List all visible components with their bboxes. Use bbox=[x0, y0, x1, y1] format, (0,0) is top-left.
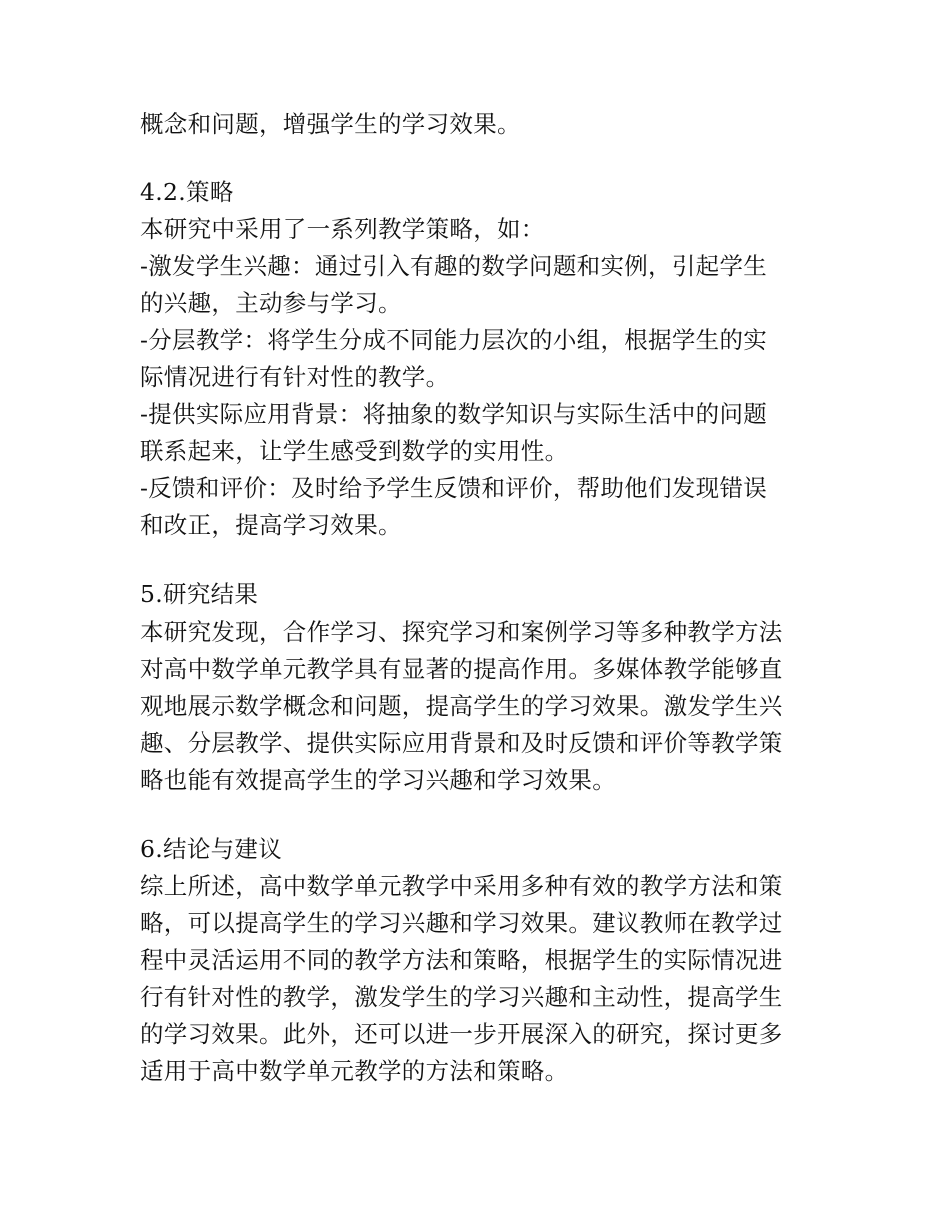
section-heading: 6.结论与建议 bbox=[140, 835, 283, 863]
paragraph-line: 本研究发现，合作学习、探究学习和案例学习等多种教学方法 bbox=[140, 618, 783, 646]
list-item-line: -反馈和评价：及时给予学生反馈和评价，帮助他们发现错误 bbox=[140, 474, 768, 502]
paragraph-line: 适用于高中数学单元教学的方法和策略。 bbox=[140, 1057, 569, 1085]
paragraph-line: 趣、分层教学、提供实际应用背景和及时反馈和评价等教学策 bbox=[140, 729, 783, 757]
section-heading: 4.2.策略 bbox=[140, 178, 234, 206]
paragraph-line: 概念和问题，增强学生的学习效果。 bbox=[140, 110, 521, 138]
paragraph-line: 对高中数学单元教学具有显著的提高作用。多媒体教学能够直 bbox=[140, 655, 783, 683]
section-heading: 5.研究结果 bbox=[140, 580, 259, 608]
paragraph-line: 程中灵活运用不同的教学方法和策略，根据学生的实际情况进 bbox=[140, 946, 783, 974]
list-item-line: 和改正，提高学习效果。 bbox=[140, 511, 402, 539]
paragraph-line: 观地展示数学概念和问题，提高学生的学习效果。激发学生兴 bbox=[140, 692, 783, 720]
paragraph-line: 略，可以提高学生的学习兴趣和学习效果。建议教师在教学过 bbox=[140, 909, 783, 937]
paragraph-line: 略也能有效提高学生的学习兴趣和学习效果。 bbox=[140, 766, 616, 794]
list-item-line: -提供实际应用背景：将抽象的数学知识与实际生活中的问题 bbox=[140, 400, 768, 428]
paragraph-line: 的学习效果。此外，还可以进一步开展深入的研究，探讨更多 bbox=[140, 1020, 783, 1048]
paragraph-line: 本研究中采用了一系列教学策略，如： bbox=[140, 215, 545, 243]
list-item-line: 际情况进行有针对性的教学。 bbox=[140, 363, 450, 391]
list-item-line: -分层教学：将学生分成不同能力层次的小组，根据学生的实 bbox=[140, 326, 768, 354]
list-item-line: -激发学生兴趣：通过引入有趣的数学问题和实例，引起学生 bbox=[140, 252, 768, 280]
paragraph-line: 行有针对性的教学，激发学生的学习兴趣和主动性，提高学生 bbox=[140, 983, 783, 1011]
list-item-line: 联系起来，让学生感受到数学的实用性。 bbox=[140, 437, 569, 465]
paragraph-line: 综上所述，高中数学单元教学中采用多种有效的教学方法和策 bbox=[140, 872, 783, 900]
list-item-line: 的兴趣，主动参与学习。 bbox=[140, 289, 402, 317]
